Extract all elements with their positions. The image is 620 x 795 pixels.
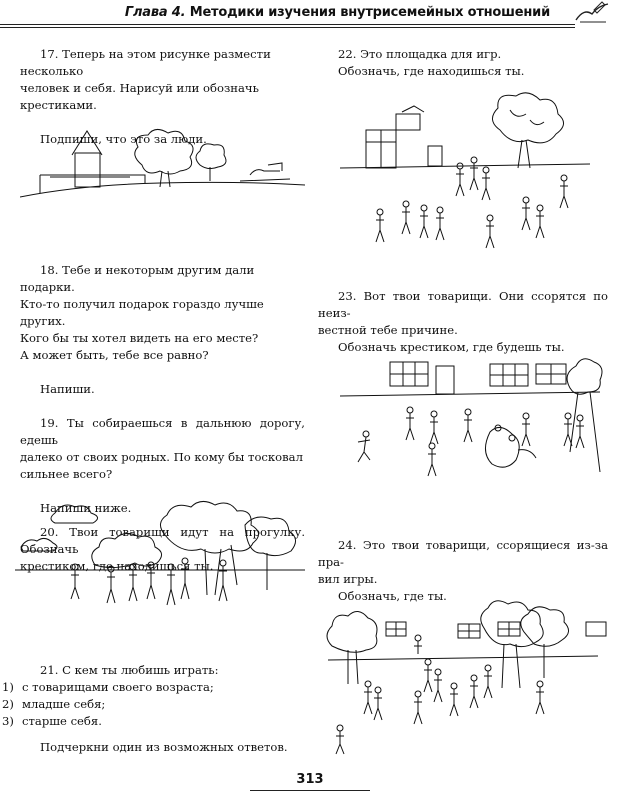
q18-line1: 18. Тебе и некоторым другим дали подарки. <box>20 263 255 294</box>
q18-line2: Кто-то получил подарок гораздо лучше других. <box>20 297 264 328</box>
q24-line2: вил игры. <box>318 572 378 586</box>
q17-sign-prompt: Подпиши, что это за люди. <box>40 132 207 146</box>
chapter-label: Глава 4. <box>124 5 186 20</box>
q17-line2: человек и себя. Нарисуй или обозначь крестиками. <box>20 81 259 112</box>
q21-option-2 <box>2 696 305 713</box>
q22-line2: Обозначь, где находишься ты. <box>338 64 525 78</box>
page-header <box>0 0 620 30</box>
quarrelling-children <box>358 407 584 476</box>
chapter-title: Методики изучения внутрисемейных отношений <box>189 5 550 20</box>
q18-write-prompt: Напиши. <box>40 382 95 396</box>
q19-line2: далеко от своих родных. По кому бы тосковал <box>20 450 303 464</box>
option-number: 3) <box>2 714 14 728</box>
page-number: 313 <box>296 772 324 787</box>
option-text: старше себя. <box>22 714 102 728</box>
q19-write-prompt: Напиши ниже. <box>40 501 132 515</box>
q21-option-1 <box>2 679 305 696</box>
q23-line3: Обозначь крестиком, где будешь ты. <box>338 340 565 354</box>
q24-line1: 24. Это твои товарищи, ссорящиеся из-за пра- <box>318 538 608 569</box>
right-column-top <box>318 46 608 80</box>
q22-line1: 22. Это площадка для игр. <box>338 47 502 61</box>
village-illustration <box>20 125 305 200</box>
q18-line3: Кого бы ты хотел видеть на его месте? <box>20 331 259 345</box>
q18-line4: А может быть, тебе все равно? <box>20 348 209 362</box>
header-rule-secondary <box>0 27 575 28</box>
rules-quarrel-illustration <box>318 598 608 758</box>
q21-title: 21. С кем ты любишь играть: <box>40 663 219 677</box>
playground-illustration <box>340 90 590 250</box>
q21-note: Подчеркни один из возможных ответов. <box>40 740 288 754</box>
left-column-bottom <box>2 662 305 756</box>
option-text: младше себя; <box>22 697 106 711</box>
publisher-logo-icon <box>572 0 612 26</box>
q19-line1: 19. Ты собираешься в дальнюю дорогу, едешь <box>20 416 305 447</box>
q24-line3: Обозначь, где ты. <box>338 589 447 603</box>
people-group <box>71 558 227 605</box>
q23-line1: 23. Вот твои товарищи. Они ссорятся по неиз- <box>318 289 608 320</box>
header-rule <box>0 24 575 25</box>
walk-illustration <box>15 495 305 635</box>
running-head <box>125 5 550 20</box>
q17-line1: 17. Теперь на этом рисунке размести несколько <box>20 47 271 78</box>
option-number: 2) <box>2 697 14 711</box>
quarrel-illustration <box>340 352 610 492</box>
q20-line1: 20. Твои товарищи идут на прогулку. Обозначь <box>20 525 305 556</box>
right-column-bottom <box>318 537 608 605</box>
q19-line3: сильнее всего? <box>20 467 113 481</box>
q23-line2: вестной тебе причине. <box>318 323 458 337</box>
q20-line2: крестиком, где находишься ты. <box>20 559 214 573</box>
footer-rule <box>250 790 370 791</box>
option-number: 1) <box>2 680 14 694</box>
option-text: с товарищами своего возраста; <box>22 680 214 694</box>
game-children <box>336 635 544 754</box>
playground-children <box>376 157 568 248</box>
q21-option-3 <box>2 713 305 730</box>
right-column-middle <box>318 288 608 356</box>
